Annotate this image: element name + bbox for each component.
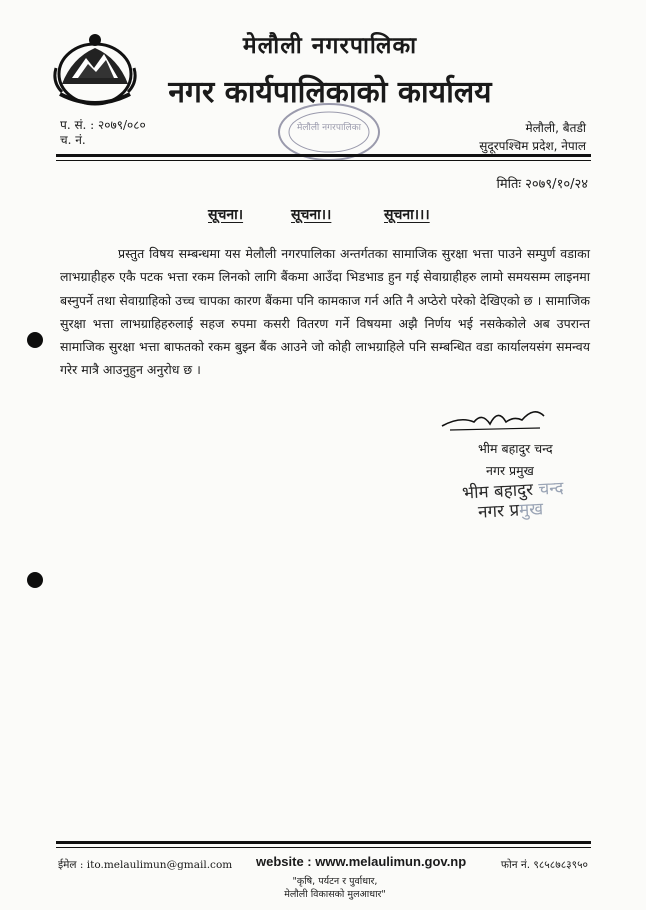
address-line-2: सुदूरपश्चिम प्रदेश, नेपाल	[479, 139, 586, 153]
title-stamp-faded: मुख	[518, 499, 544, 521]
address-line-1: मेलौली, बैतडी	[525, 121, 586, 135]
letter-date: मितिः २०७९/१०/२४	[496, 177, 588, 192]
title-stamp-part: नगर प्र	[477, 500, 520, 523]
footer-rule	[56, 841, 591, 844]
footer-email: ईमेल : ito.melaulimun@gmail.com	[58, 859, 233, 871]
notice-heading-1: सूचना।	[208, 207, 244, 223]
footer-phone: फोन नं. ९८५८७८३९५०	[500, 859, 588, 871]
notice-body: प्रस्तुत विषय सम्बन्धमा यस मेलौली नगरपालिका अन्तर्गतका सामाजिक सुरक्षा भत्ता पाउने सम्पुर्ण वडाका लाभग्राहीहरु एकै पटक भत्ता रकम लिनको लागि बैंकमा आउँदा भिडभाड हुन गई सेवाग्राहीहरु लामो समयसम्म लाइनमा बस्नुपर्ने तथा सेवाग्राहिको उच्च चापका कारण बैंकमा पनि कामकाज गर्न अति नै अप्ठेरो परेको देखिएको छ । सामाजिक सुरक्षा भत्ता लाभग्राहिहरुलाई सहज रुपमा कसरी वितरण गर्ने विषयमा अझै निर्णय भई नसकेकोले अब उपरान्त सामाजिक सुरक्षा भत्ता बाफतको रकम बुझ्न बैंक आउने जो कोही लाभग्राहिले पनि सम्बन्धित वडा कार्यालयसंग समन्वय गरेर मात्रै आउनुहुन अनुरोध छ ।	[60, 246, 590, 378]
slogan-line-2: मेलौली विकासको मुलआधार"	[284, 889, 386, 900]
title-stamp	[477, 496, 543, 522]
office-title: नगर कार्यपालिकाको कार्यालय	[168, 75, 492, 110]
reference-number: प. सं. : २०७९/०८०	[60, 118, 146, 132]
notice-heading-3: सूचना।।।	[384, 207, 430, 223]
stamp-label: मेलौली नगरपालिका	[297, 123, 361, 133]
signer-name: भीम बहादुर चन्द	[478, 441, 553, 456]
footer-website: website : www.melaulimun.gov.np	[256, 854, 467, 869]
punch-hole	[27, 332, 43, 348]
dispatch-number: च. नं.	[60, 133, 86, 147]
slogan-line-1: "कृषि, पर्यटन र पुर्वाधार,	[292, 876, 378, 887]
header-rule-thin	[56, 160, 591, 161]
office-name: मेलौली नगरपालिका	[242, 33, 418, 59]
header-rule	[56, 154, 591, 157]
nepal-emblem-icon	[52, 28, 138, 108]
footer-rule-thin	[56, 847, 591, 848]
name-stamp-part: भीम बहादुर	[461, 479, 534, 504]
signature-icon	[440, 402, 550, 434]
notice-heading-2: सूचना।।	[291, 207, 332, 223]
punch-hole	[27, 572, 43, 588]
name-stamp-faded: चन्द	[532, 478, 565, 500]
signer-title: नगर प्रमुख	[486, 463, 534, 478]
